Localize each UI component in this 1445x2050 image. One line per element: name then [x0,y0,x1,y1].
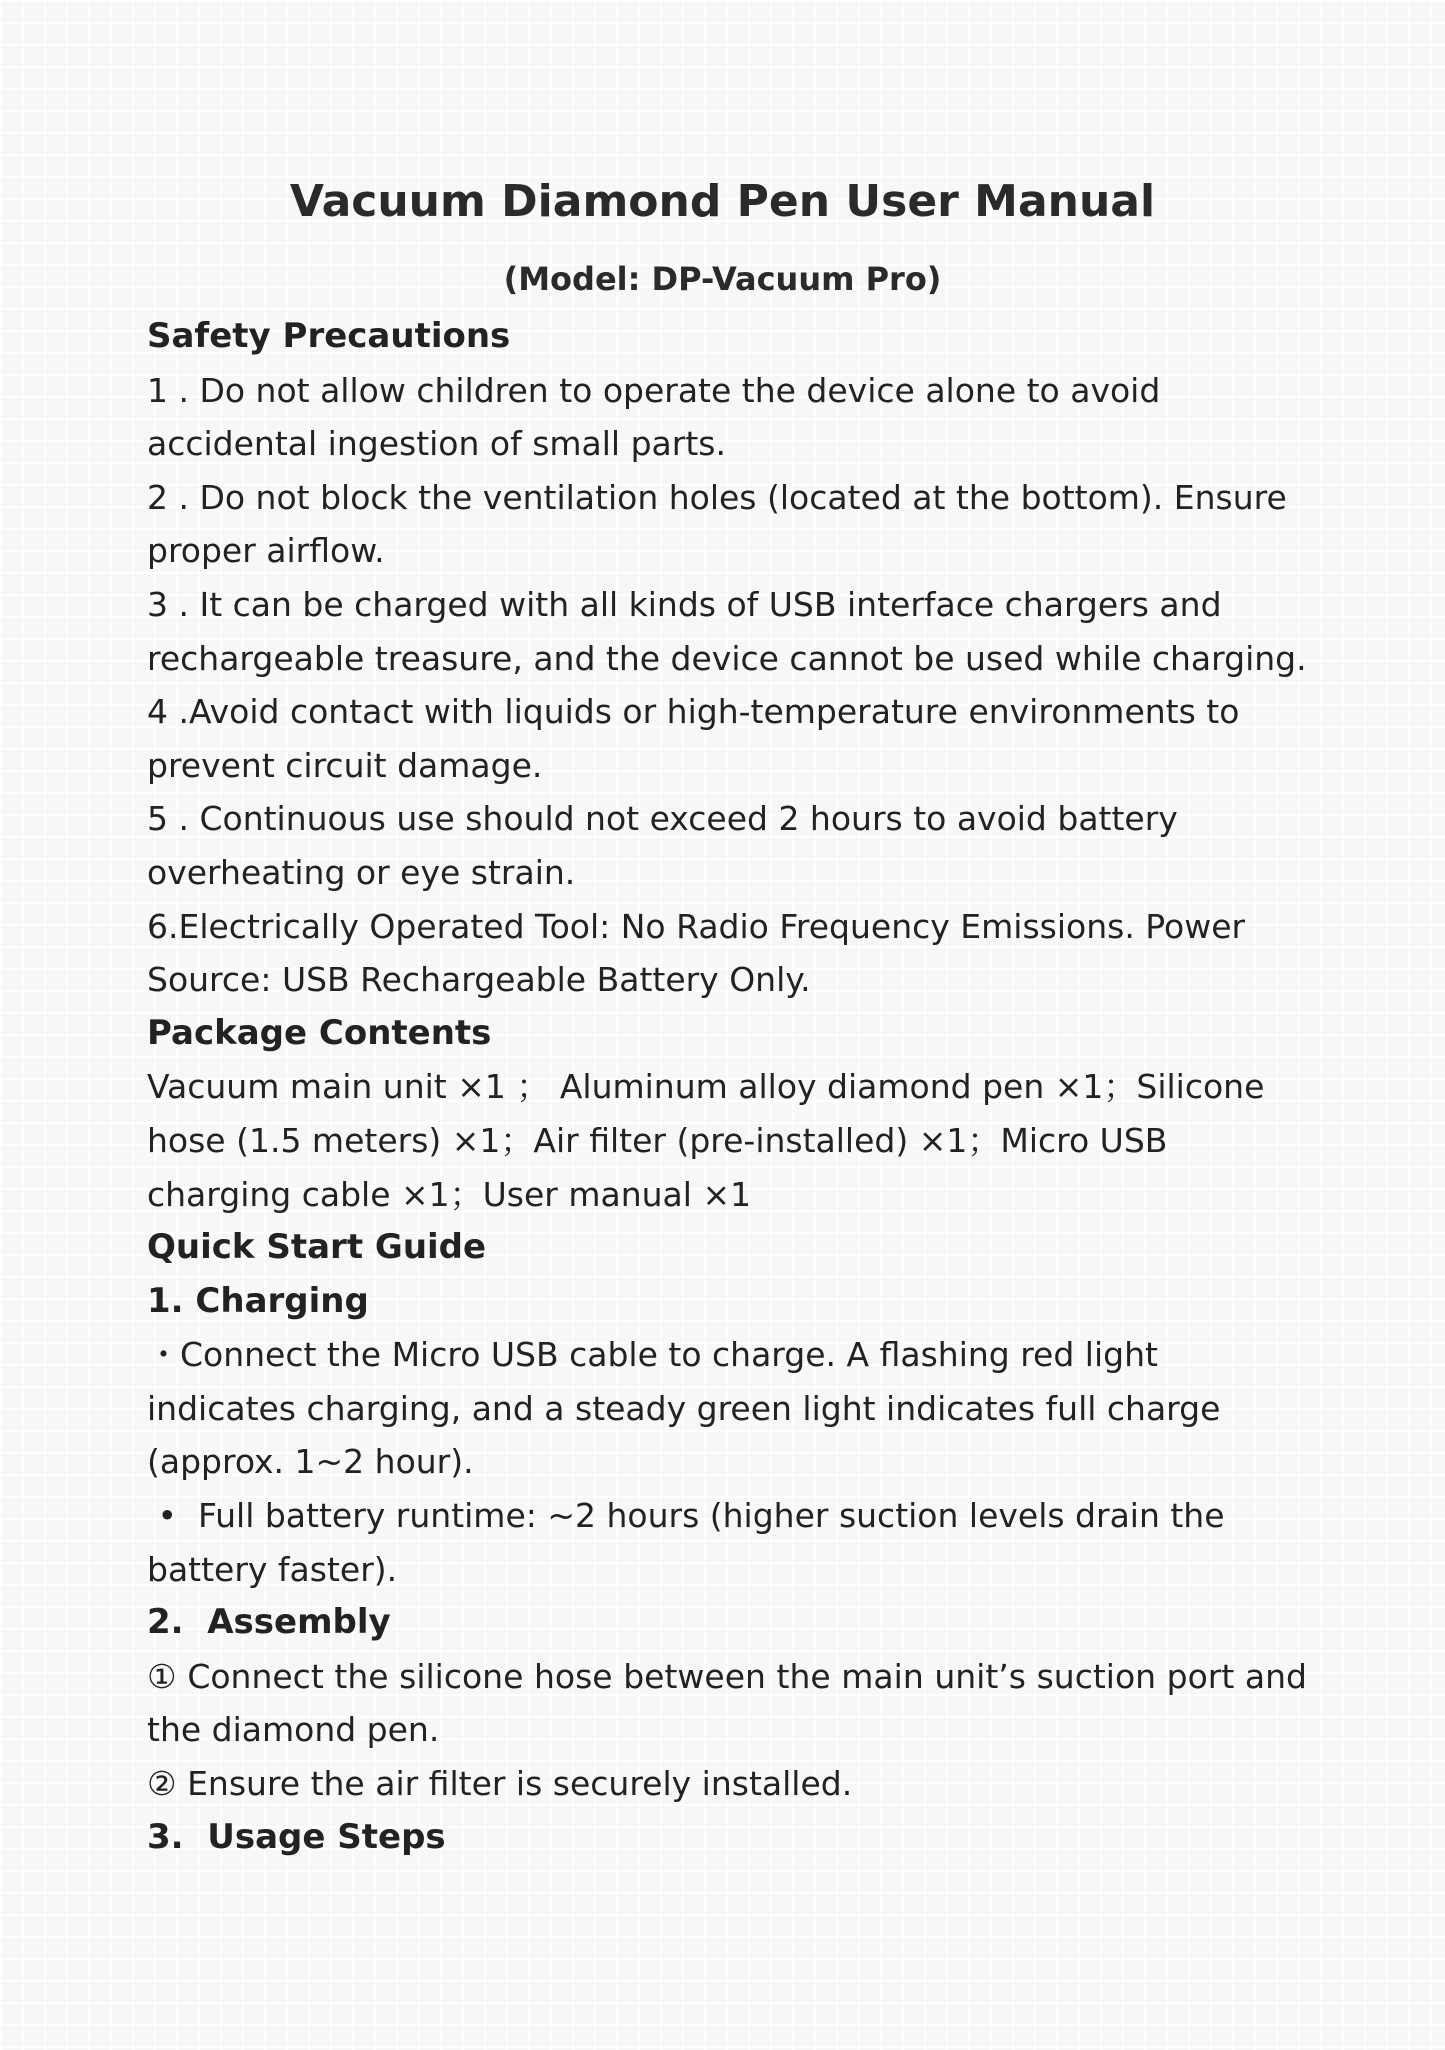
page-title: Vacuum Diamond Pen User Manual [289,176,1156,227]
safety-item-5: 5 . Continuous use should not exceed 2 hours to avoid battery overheating or eye strain. [147,799,1178,892]
charging-heading: 1. Charging [147,1280,369,1321]
package-heading: Package Contents [147,1012,492,1053]
safety-item-4: 4 .Avoid contact with liquids or high-temperature environments to prevent circuit damage. [147,692,1240,785]
usage-heading: 3. Usage Steps [147,1816,446,1857]
safety-heading: Safety Precautions [147,316,511,356]
assembly-step-1: ① Connect the silicone hose between the main unit’s suction port and the diamond pen. [147,1656,1307,1750]
assembly-heading: 2. Assembly [147,1602,391,1643]
safety-item-1: 1 . Do not allow children to operate the device alone to avoid accidental ingestion of small parts. [147,370,1161,464]
safety-item-2: 2 . Do not block the ventilation holes (located at the bottom). Ensure proper airflow. [147,477,1287,571]
manual-content [147,310,1307,1864]
quick-start-heading: Quick Start Guide [147,1227,487,1268]
model-subtitle: (Model: DP-Vacuum Pro) [503,260,942,298]
safety-item-6: 6.Electrically Operated Tool: No Radio Frequency Emissions. Power Source: USB Rechargeable Battery Only. [147,906,1246,1000]
package-contents-text: Vacuum main unit ×1 ； Aluminum alloy diamond pen ×1；Silicone hose (1.5 meters) ×1；Air filter (pre-installed) ×1；Micro USB charging cable ×1；User manual ×1 [147,1067,1265,1214]
charging-bullet-1: ・Connect the Micro USB cable to charge. A flashing red light indicates charging, and a steady green light indicates full charge (approx. 1~2 hour). [147,1335,1221,1482]
safety-item-3: 3 . It can be charged with all kinds of USB interface chargers and rechargeable treasure, and the device cannot be used while charging. [147,584,1307,678]
charging-bullet-2: • Full battery runtime: ~2 hours (higher suction levels drain the battery faster). [147,1496,1236,1589]
assembly-step-2: ② Ensure the air filter is securely installed. [147,1764,853,1804]
